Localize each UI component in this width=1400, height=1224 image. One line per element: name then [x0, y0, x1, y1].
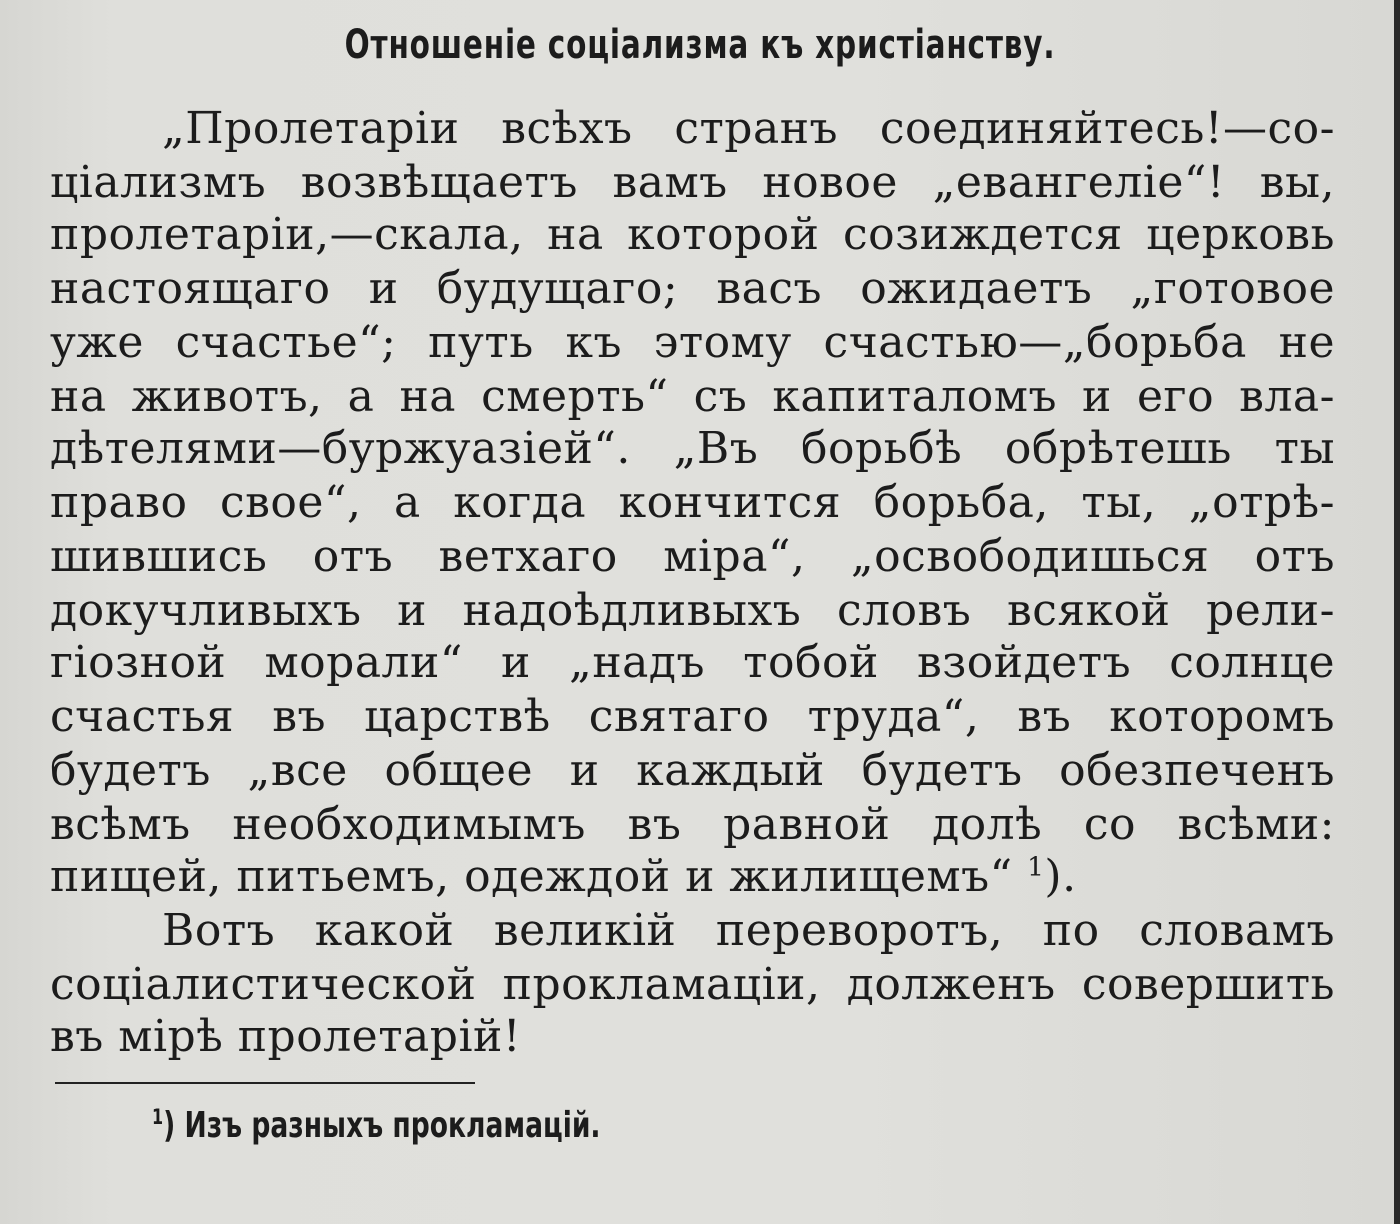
text-line: уже счастье“; путь къ этому счастью—„борьба не: [50, 317, 1335, 368]
text-line-end: ).: [1044, 851, 1077, 902]
text-line: на животъ, а на смерть“ съ капиталомъ и его вла-: [50, 371, 1335, 422]
text-line: счастья въ царствѣ святаго труда“, въ которомъ: [50, 691, 1335, 742]
text-line: соціалистической прокламаціи, долженъ совершить: [50, 959, 1335, 1010]
text-line: будетъ „все общее и каждый будетъ обезпеченъ: [50, 745, 1335, 796]
text-line: настоящаго и будущаго; васъ ожидаетъ „готовое: [50, 263, 1335, 314]
text-line: всѣмъ необходимымъ въ равной долѣ со всѣми:: [50, 799, 1335, 850]
text-line: въ мірѣ пролетарій!: [50, 1011, 522, 1062]
text-line: пролетаріи,—скала, на которой созиждется церковь: [50, 209, 1335, 260]
page-edge: [1394, 0, 1400, 1224]
text-line: докучливыхъ и надоѣдливыхъ словъ всякой рели-: [50, 585, 1335, 636]
text-line: гіозной морали“ и „надъ тобой взойдетъ солнце: [50, 637, 1335, 688]
text-line: ціализмъ возвѣщаетъ вамъ новое „евангеліе“! вы,: [50, 157, 1335, 208]
footnote-divider: [55, 1082, 475, 1084]
footnote-text: ) Изъ разныхъ прокламацій.: [163, 1105, 601, 1146]
footnote-reference: 1: [1027, 851, 1045, 883]
text-line: пищей, питьемъ, одеждой и жилищемъ“: [50, 851, 1013, 902]
text-line: дѣтелями—буржуазіей“. „Въ борьбѣ обрѣтешь ты: [50, 423, 1335, 474]
footnote-marker: 1: [152, 1105, 164, 1130]
text-line: Вотъ какой великій переворотъ, по словамъ: [162, 905, 1335, 956]
text-line-last: [50, 850, 1335, 904]
chapter-title: Отношеніе соціализма къ христіанству.: [344, 22, 1056, 68]
text-line: право свое“, а когда кончится борьба, ты, „отрѣ-: [50, 477, 1335, 528]
text-line: „Пролетаріи всѣхъ странъ соединяйтесь!—со-: [162, 103, 1335, 154]
footnote: [152, 1104, 601, 1148]
text-line: шившись отъ ветхаго міра“, „освободишься отъ: [50, 531, 1335, 582]
